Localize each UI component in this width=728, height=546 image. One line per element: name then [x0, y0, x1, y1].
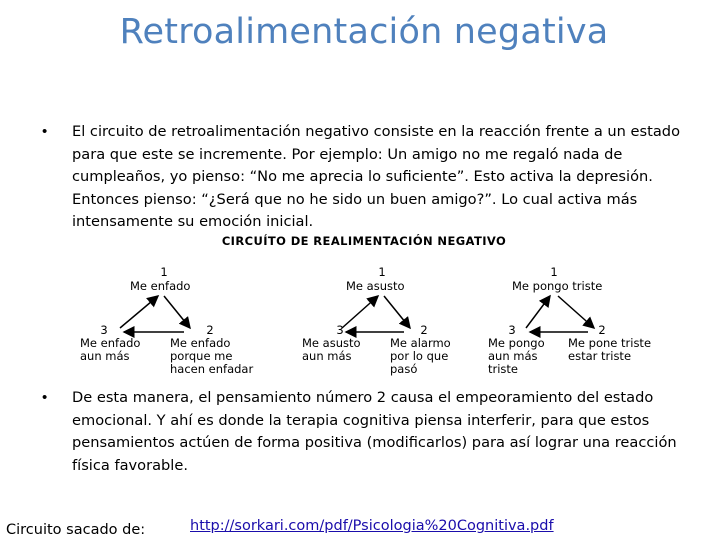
cycle-number-2: 2 — [598, 323, 606, 337]
cycle-number-3: 3 — [100, 323, 108, 337]
cycle-number-1: 1 — [550, 265, 558, 279]
feedback-cycle-3 — [486, 264, 716, 384]
cycle-label-3: Me asusto aun más — [302, 336, 361, 363]
arrow-1-to-2 — [164, 296, 190, 328]
arrow-1-to-2 — [558, 296, 594, 328]
source-link[interactable]: http://sorkari.com/pdf/Psicologia%20Cognitiva.pdf — [190, 518, 554, 534]
footer-source-label: Circuito sacado de: — [6, 522, 146, 538]
bullet-text-1: El circuito de retroalimentación negativo consiste en la reacción frente a un estado para que este se incremente. Por ejemplo: Un amigo no me regaló nada de cumpleaños, yo pienso: “No me aprecia lo suficiente”. Esto activa la depresión. Entonces pienso: “¿Será que no he sido un buen amigo?”. Lo cual activa más intensamente su emoción inicial. — [72, 123, 680, 230]
arrow-3-to-1 — [526, 296, 550, 328]
bullet-glyph: • — [42, 389, 48, 406]
cycle-label-1: Me enfado — [130, 279, 191, 293]
bullet-text-2: De esta manera, el pensamiento número 2 causa el empeoramiento del estado emocional. Y ahí es donde la terapia cognitiva piensa interferir, para que estos pensamientos actúen de forma positiva (modificarlos) para así lograr una reacción física favorable. — [72, 389, 677, 474]
bullet-glyph: • — [42, 123, 48, 140]
cycle-label-1: Me asusto — [346, 279, 405, 293]
diagram-title: CIRCUÍTO DE REALIMENTACIÓN NEGATIVO — [221, 234, 507, 248]
cycle-number-1: 1 — [160, 265, 168, 279]
cycle-number-1: 1 — [378, 265, 386, 279]
cycle-label-2: Me pone triste estar triste — [568, 336, 652, 363]
cycle-number-2: 2 — [420, 323, 428, 337]
cycle-label-3: Me pongo aun más triste — [488, 336, 545, 376]
cycle-number-3: 3 — [508, 323, 516, 337]
cycle-label-2: Me alarmo por lo que pasó — [390, 336, 451, 376]
feedback-cycle-1 — [78, 264, 278, 384]
slide-title: Retroalimentación negativa — [119, 12, 609, 52]
cycle-label-3: Me enfado aun más — [80, 336, 141, 363]
cycle-number-2: 2 — [206, 323, 214, 337]
cycle-number-3: 3 — [336, 323, 344, 337]
cycle-label-2: Me enfado porque me hacen enfadar — [170, 336, 254, 376]
cycle-label-1: Me pongo triste — [512, 279, 603, 293]
feedback-cycle-2 — [300, 264, 500, 384]
arrow-1-to-2 — [384, 296, 410, 328]
arrow-3-to-1 — [120, 296, 158, 328]
